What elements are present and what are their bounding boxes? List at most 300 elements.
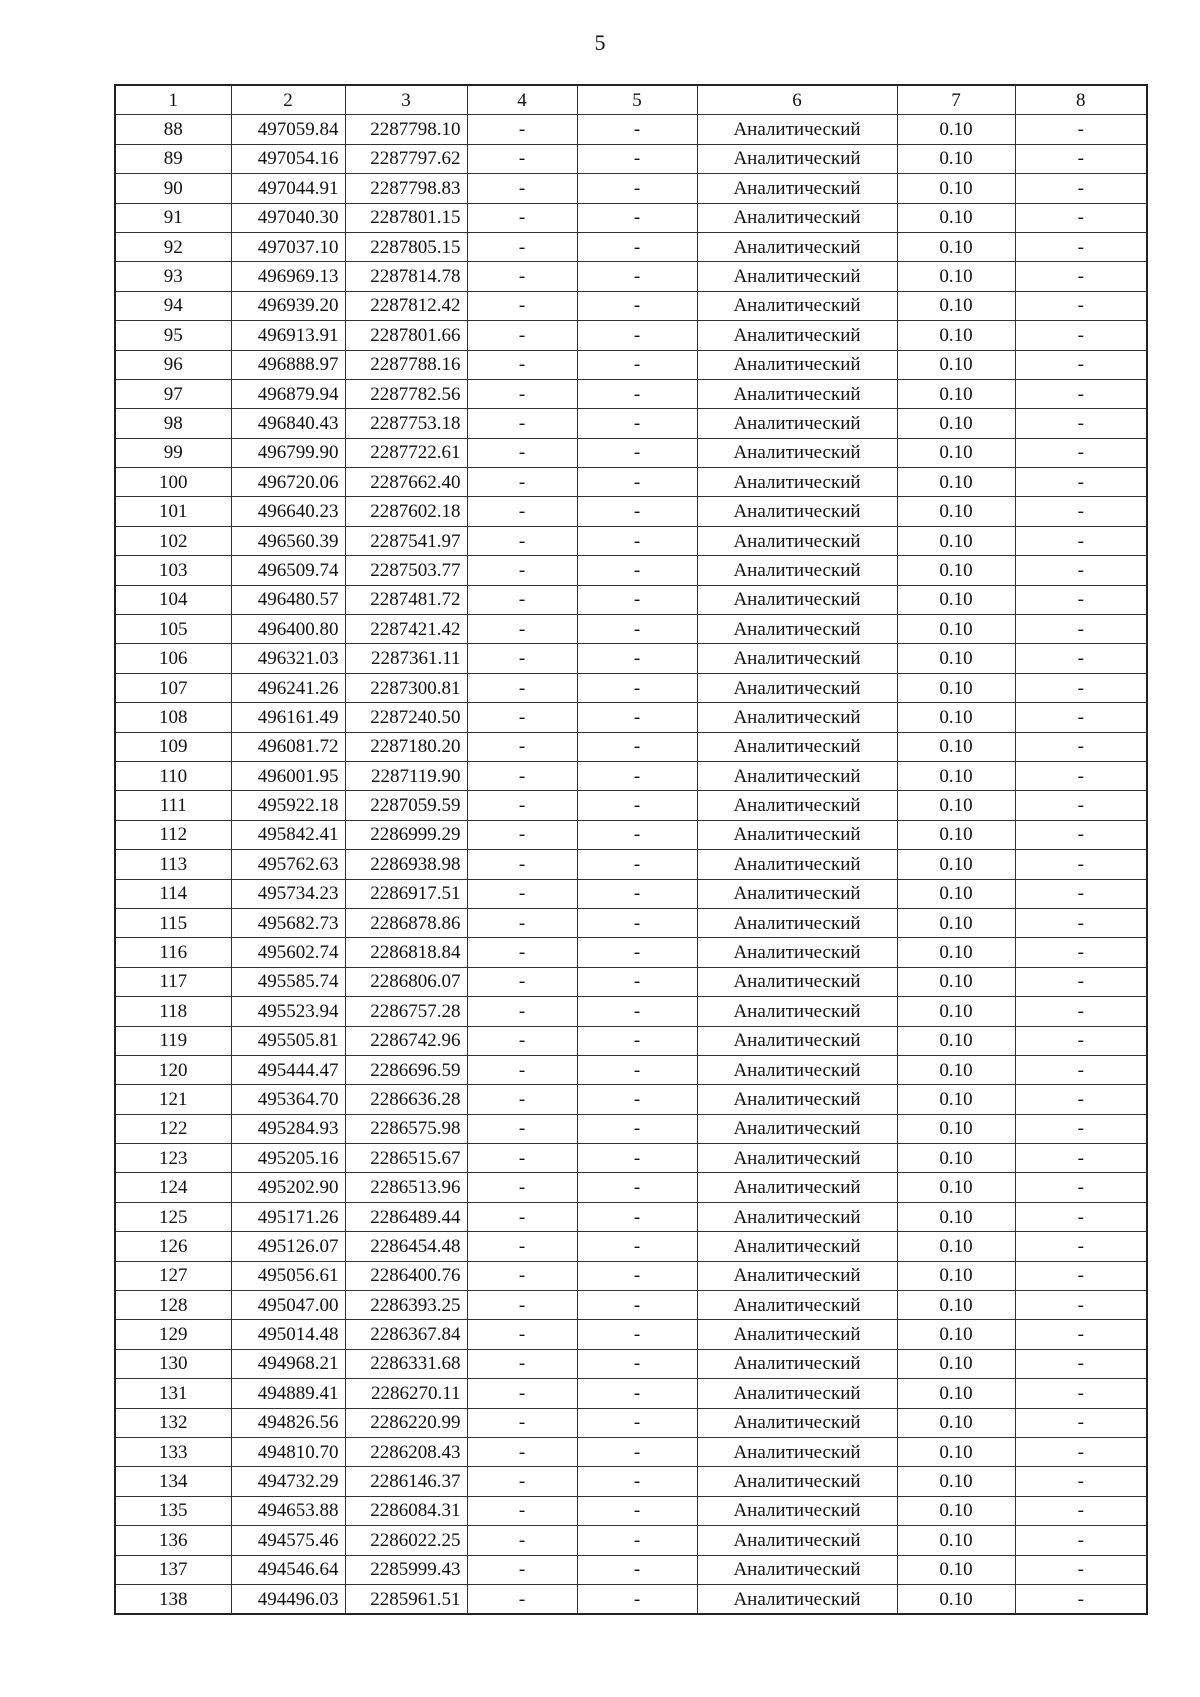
cell-col-8: - <box>1015 820 1147 849</box>
cell-col-4: - <box>467 321 577 350</box>
cell-point-number: 136 <box>115 1526 231 1555</box>
cell-coord-y: 2287814.78 <box>345 262 467 291</box>
cell-col-8: - <box>1015 879 1147 908</box>
cell-method: Аналитический <box>697 1320 897 1349</box>
cell-accuracy: 0.10 <box>897 1437 1015 1466</box>
table-row <box>115 262 1147 291</box>
cell-coord-x: 497037.10 <box>231 232 345 261</box>
cell-coord-x: 494826.56 <box>231 1408 345 1437</box>
cell-col-5: - <box>577 1320 697 1349</box>
cell-col-5: - <box>577 1173 697 1202</box>
cell-coord-y: 2287541.97 <box>345 526 467 555</box>
cell-point-number: 122 <box>115 1114 231 1143</box>
cell-col-8: - <box>1015 1320 1147 1349</box>
cell-accuracy: 0.10 <box>897 938 1015 967</box>
cell-accuracy: 0.10 <box>897 144 1015 173</box>
cell-col-5: - <box>577 1437 697 1466</box>
cell-point-number: 107 <box>115 673 231 702</box>
cell-method: Аналитический <box>697 1085 897 1114</box>
table-row <box>115 174 1147 203</box>
cell-col-8: - <box>1015 1584 1147 1614</box>
cell-col-5: - <box>577 1085 697 1114</box>
cell-col-8: - <box>1015 409 1147 438</box>
cell-method: Аналитический <box>697 879 897 908</box>
page-number: 5 <box>594 30 606 55</box>
cell-coord-x: 494732.29 <box>231 1467 345 1496</box>
column-header-1: 1 <box>115 85 231 115</box>
table-row <box>115 732 1147 761</box>
cell-accuracy: 0.10 <box>897 850 1015 879</box>
cell-col-4: - <box>467 967 577 996</box>
cell-col-5: - <box>577 115 697 144</box>
cell-point-number: 129 <box>115 1320 231 1349</box>
cell-col-8: - <box>1015 997 1147 1026</box>
cell-col-8: - <box>1015 673 1147 702</box>
cell-coord-y: 2287753.18 <box>345 409 467 438</box>
cell-col-4: - <box>467 203 577 232</box>
cell-col-4: - <box>467 644 577 673</box>
cell-col-4: - <box>467 144 577 173</box>
table-row <box>115 908 1147 937</box>
cell-method: Аналитический <box>697 615 897 644</box>
cell-method: Аналитический <box>697 1261 897 1290</box>
cell-coord-y: 2286270.11 <box>345 1379 467 1408</box>
cell-method: Аналитический <box>697 1496 897 1525</box>
cell-method: Аналитический <box>697 321 897 350</box>
cell-col-5: - <box>577 174 697 203</box>
table-row <box>115 1349 1147 1378</box>
cell-method: Аналитический <box>697 1408 897 1437</box>
cell-col-4: - <box>467 1055 577 1084</box>
cell-method: Аналитический <box>697 1173 897 1202</box>
cell-col-4: - <box>467 850 577 879</box>
cell-method: Аналитический <box>697 791 897 820</box>
table-row <box>115 144 1147 173</box>
cell-point-number: 97 <box>115 379 231 408</box>
table-row <box>115 1055 1147 1084</box>
cell-coord-x: 496480.57 <box>231 585 345 614</box>
cell-coord-x: 495842.41 <box>231 820 345 849</box>
cell-col-4: - <box>467 409 577 438</box>
cell-point-number: 100 <box>115 468 231 497</box>
cell-col-5: - <box>577 615 697 644</box>
cell-col-4: - <box>467 1408 577 1437</box>
cell-accuracy: 0.10 <box>897 203 1015 232</box>
cell-coord-y: 2286806.07 <box>345 967 467 996</box>
cell-col-4: - <box>467 350 577 379</box>
cell-col-8: - <box>1015 1261 1147 1290</box>
cell-method: Аналитический <box>697 350 897 379</box>
cell-point-number: 121 <box>115 1085 231 1114</box>
cell-coord-y: 2286220.99 <box>345 1408 467 1437</box>
cell-col-4: - <box>467 115 577 144</box>
cell-coord-y: 2286146.37 <box>345 1467 467 1496</box>
cell-coord-y: 2287481.72 <box>345 585 467 614</box>
cell-accuracy: 0.10 <box>897 820 1015 849</box>
table-row <box>115 115 1147 144</box>
cell-col-8: - <box>1015 1467 1147 1496</box>
cell-col-4: - <box>467 232 577 261</box>
table-row <box>115 232 1147 261</box>
cell-coord-x: 495734.23 <box>231 879 345 908</box>
cell-accuracy: 0.10 <box>897 468 1015 497</box>
cell-col-5: - <box>577 732 697 761</box>
cell-col-4: - <box>467 468 577 497</box>
cell-method: Аналитический <box>697 850 897 879</box>
cell-col-8: - <box>1015 908 1147 937</box>
cell-accuracy: 0.10 <box>897 615 1015 644</box>
cell-point-number: 101 <box>115 497 231 526</box>
cell-col-5: - <box>577 526 697 555</box>
cell-method: Аналитический <box>697 1349 897 1378</box>
table-row <box>115 997 1147 1026</box>
cell-col-5: - <box>577 379 697 408</box>
table-row <box>115 1085 1147 1114</box>
table-row <box>115 615 1147 644</box>
cell-col-4: - <box>467 556 577 585</box>
cell-point-number: 110 <box>115 761 231 790</box>
table-row <box>115 644 1147 673</box>
cell-method: Аналитический <box>697 1526 897 1555</box>
cell-accuracy: 0.10 <box>897 1467 1015 1496</box>
cell-coord-x: 495047.00 <box>231 1291 345 1320</box>
cell-col-5: - <box>577 1202 697 1231</box>
cell-accuracy: 0.10 <box>897 526 1015 555</box>
cell-col-5: - <box>577 908 697 937</box>
cell-coord-x: 496913.91 <box>231 321 345 350</box>
cell-col-4: - <box>467 908 577 937</box>
cell-accuracy: 0.10 <box>897 761 1015 790</box>
cell-coord-x: 496509.74 <box>231 556 345 585</box>
cell-accuracy: 0.10 <box>897 174 1015 203</box>
cell-coord-x: 495505.81 <box>231 1026 345 1055</box>
table-row <box>115 1026 1147 1055</box>
cell-coord-x: 495364.70 <box>231 1085 345 1114</box>
cell-coord-y: 2286489.44 <box>345 1202 467 1231</box>
table-body <box>115 115 1147 1614</box>
cell-col-5: - <box>577 144 697 173</box>
cell-method: Аналитический <box>697 585 897 614</box>
cell-coord-x: 494889.41 <box>231 1379 345 1408</box>
cell-accuracy: 0.10 <box>897 232 1015 261</box>
cell-col-8: - <box>1015 291 1147 320</box>
cell-coord-y: 2287421.42 <box>345 615 467 644</box>
cell-accuracy: 0.10 <box>897 438 1015 467</box>
cell-coord-x: 494968.21 <box>231 1349 345 1378</box>
cell-method: Аналитический <box>697 673 897 702</box>
cell-method: Аналитический <box>697 379 897 408</box>
cell-accuracy: 0.10 <box>897 1555 1015 1584</box>
cell-accuracy: 0.10 <box>897 262 1015 291</box>
cell-accuracy: 0.10 <box>897 1584 1015 1614</box>
cell-col-8: - <box>1015 703 1147 732</box>
cell-coord-y: 2286575.98 <box>345 1114 467 1143</box>
cell-col-5: - <box>577 1114 697 1143</box>
cell-method: Аналитический <box>697 1055 897 1084</box>
cell-point-number: 115 <box>115 908 231 937</box>
cell-point-number: 108 <box>115 703 231 732</box>
cell-coord-x: 495202.90 <box>231 1173 345 1202</box>
cell-col-5: - <box>577 1526 697 1555</box>
cell-coord-y: 2286818.84 <box>345 938 467 967</box>
cell-method: Аналитический <box>697 262 897 291</box>
cell-point-number: 105 <box>115 615 231 644</box>
cell-col-4: - <box>467 791 577 820</box>
cell-accuracy: 0.10 <box>897 1232 1015 1261</box>
cell-coord-x: 496321.03 <box>231 644 345 673</box>
table-row <box>115 703 1147 732</box>
cell-accuracy: 0.10 <box>897 497 1015 526</box>
cell-point-number: 102 <box>115 526 231 555</box>
table-row <box>115 761 1147 790</box>
cell-col-8: - <box>1015 232 1147 261</box>
cell-col-8: - <box>1015 1555 1147 1584</box>
cell-accuracy: 0.10 <box>897 1173 1015 1202</box>
cell-coord-x: 496640.23 <box>231 497 345 526</box>
cell-point-number: 138 <box>115 1584 231 1614</box>
cell-method: Аналитический <box>697 703 897 732</box>
table-row <box>115 497 1147 526</box>
column-header-5: 5 <box>577 85 697 115</box>
header-row <box>115 85 1147 115</box>
cell-point-number: 125 <box>115 1202 231 1231</box>
cell-col-5: - <box>577 291 697 320</box>
cell-col-5: - <box>577 556 697 585</box>
cell-col-8: - <box>1015 379 1147 408</box>
cell-accuracy: 0.10 <box>897 1408 1015 1437</box>
cell-col-5: - <box>577 820 697 849</box>
cell-col-4: - <box>467 997 577 1026</box>
cell-col-5: - <box>577 673 697 702</box>
cell-coord-x: 496969.13 <box>231 262 345 291</box>
cell-coord-y: 2287503.77 <box>345 556 467 585</box>
cell-coord-y: 2286938.98 <box>345 850 467 879</box>
cell-col-5: - <box>577 203 697 232</box>
cell-accuracy: 0.10 <box>897 1026 1015 1055</box>
table-row <box>115 1467 1147 1496</box>
cell-col-8: - <box>1015 438 1147 467</box>
cell-method: Аналитический <box>697 438 897 467</box>
cell-col-5: - <box>577 1555 697 1584</box>
cell-point-number: 120 <box>115 1055 231 1084</box>
table-row <box>115 938 1147 967</box>
cell-accuracy: 0.10 <box>897 1526 1015 1555</box>
cell-accuracy: 0.10 <box>897 791 1015 820</box>
cell-coord-x: 496161.49 <box>231 703 345 732</box>
cell-col-4: - <box>467 820 577 849</box>
cell-coord-x: 494810.70 <box>231 1437 345 1466</box>
cell-col-8: - <box>1015 1202 1147 1231</box>
cell-coord-x: 494496.03 <box>231 1584 345 1614</box>
cell-col-5: - <box>577 1584 697 1614</box>
cell-coord-x: 495014.48 <box>231 1320 345 1349</box>
cell-col-5: - <box>577 497 697 526</box>
cell-method: Аналитический <box>697 1437 897 1466</box>
cell-point-number: 92 <box>115 232 231 261</box>
cell-accuracy: 0.10 <box>897 321 1015 350</box>
cell-coord-y: 2286999.29 <box>345 820 467 849</box>
cell-coord-x: 497044.91 <box>231 174 345 203</box>
cell-col-8: - <box>1015 967 1147 996</box>
table-row <box>115 879 1147 908</box>
cell-coord-y: 2287119.90 <box>345 761 467 790</box>
cell-point-number: 118 <box>115 997 231 1026</box>
cell-coord-x: 495585.74 <box>231 967 345 996</box>
cell-col-8: - <box>1015 1379 1147 1408</box>
cell-col-8: - <box>1015 1437 1147 1466</box>
cell-col-4: - <box>467 1437 577 1466</box>
cell-col-5: - <box>577 791 697 820</box>
cell-col-8: - <box>1015 791 1147 820</box>
cell-col-8: - <box>1015 497 1147 526</box>
cell-accuracy: 0.10 <box>897 1261 1015 1290</box>
cell-col-4: - <box>467 732 577 761</box>
cell-accuracy: 0.10 <box>897 115 1015 144</box>
cell-col-4: - <box>467 615 577 644</box>
cell-method: Аналитический <box>697 1144 897 1173</box>
cell-point-number: 117 <box>115 967 231 996</box>
cell-coord-y: 2286208.43 <box>345 1437 467 1466</box>
cell-method: Аналитический <box>697 497 897 526</box>
cell-accuracy: 0.10 <box>897 1291 1015 1320</box>
cell-coord-x: 496840.43 <box>231 409 345 438</box>
cell-method: Аналитический <box>697 820 897 849</box>
cell-coord-x: 495602.74 <box>231 938 345 967</box>
cell-col-4: - <box>467 1261 577 1290</box>
cell-coord-x: 494575.46 <box>231 1526 345 1555</box>
cell-coord-x: 495126.07 <box>231 1232 345 1261</box>
cell-point-number: 119 <box>115 1026 231 1055</box>
cell-col-4: - <box>467 938 577 967</box>
cell-coord-y: 2286022.25 <box>345 1526 467 1555</box>
table-row <box>115 526 1147 555</box>
cell-method: Аналитический <box>697 1555 897 1584</box>
cell-col-8: - <box>1015 115 1147 144</box>
cell-col-8: - <box>1015 1349 1147 1378</box>
cell-coord-y: 2287059.59 <box>345 791 467 820</box>
cell-col-8: - <box>1015 850 1147 879</box>
cell-accuracy: 0.10 <box>897 556 1015 585</box>
cell-col-4: - <box>467 1320 577 1349</box>
table-row <box>115 1232 1147 1261</box>
cell-col-4: - <box>467 1026 577 1055</box>
cell-method: Аналитический <box>697 174 897 203</box>
cell-accuracy: 0.10 <box>897 409 1015 438</box>
cell-coord-y: 2286367.84 <box>345 1320 467 1349</box>
cell-col-8: - <box>1015 1408 1147 1437</box>
cell-col-5: - <box>577 1408 697 1437</box>
cell-coord-x: 495171.26 <box>231 1202 345 1231</box>
cell-col-5: - <box>577 879 697 908</box>
cell-col-8: - <box>1015 526 1147 555</box>
column-header-6: 6 <box>697 85 897 115</box>
table-row <box>115 1144 1147 1173</box>
cell-col-8: - <box>1015 262 1147 291</box>
cell-col-8: - <box>1015 1526 1147 1555</box>
cell-col-8: - <box>1015 585 1147 614</box>
cell-method: Аналитический <box>697 203 897 232</box>
coordinates-table <box>114 84 1148 1615</box>
cell-coord-y: 2287798.10 <box>345 115 467 144</box>
cell-col-8: - <box>1015 350 1147 379</box>
cell-method: Аналитический <box>697 1026 897 1055</box>
table-row <box>115 967 1147 996</box>
cell-col-5: - <box>577 468 697 497</box>
cell-coord-x: 496081.72 <box>231 732 345 761</box>
column-header-2: 2 <box>231 85 345 115</box>
cell-coord-y: 2286515.67 <box>345 1144 467 1173</box>
table-row <box>115 1320 1147 1349</box>
cell-accuracy: 0.10 <box>897 1085 1015 1114</box>
cell-coord-x: 497054.16 <box>231 144 345 173</box>
cell-col-5: - <box>577 409 697 438</box>
cell-coord-y: 2286454.48 <box>345 1232 467 1261</box>
table-row <box>115 291 1147 320</box>
cell-point-number: 127 <box>115 1261 231 1290</box>
table-row <box>115 1379 1147 1408</box>
cell-point-number: 116 <box>115 938 231 967</box>
cell-col-5: - <box>577 438 697 467</box>
cell-coord-x: 495444.47 <box>231 1055 345 1084</box>
cell-col-5: - <box>577 232 697 261</box>
cell-col-4: - <box>467 1232 577 1261</box>
cell-col-4: - <box>467 174 577 203</box>
cell-method: Аналитический <box>697 644 897 673</box>
cell-accuracy: 0.10 <box>897 673 1015 702</box>
cell-coord-y: 2287812.42 <box>345 291 467 320</box>
cell-col-5: - <box>577 761 697 790</box>
cell-col-8: - <box>1015 761 1147 790</box>
cell-col-8: - <box>1015 1144 1147 1173</box>
column-header-4: 4 <box>467 85 577 115</box>
cell-accuracy: 0.10 <box>897 1349 1015 1378</box>
table-row <box>115 350 1147 379</box>
cell-coord-x: 496888.97 <box>231 350 345 379</box>
cell-col-5: - <box>577 850 697 879</box>
cell-method: Аналитический <box>697 967 897 996</box>
cell-point-number: 126 <box>115 1232 231 1261</box>
cell-col-5: - <box>577 1349 697 1378</box>
table-row <box>115 1496 1147 1525</box>
cell-col-8: - <box>1015 732 1147 761</box>
cell-col-4: - <box>467 438 577 467</box>
cell-coord-x: 495682.73 <box>231 908 345 937</box>
cell-method: Аналитический <box>697 1291 897 1320</box>
cell-coord-y: 2286696.59 <box>345 1055 467 1084</box>
cell-accuracy: 0.10 <box>897 644 1015 673</box>
cell-coord-x: 495922.18 <box>231 791 345 820</box>
table-header <box>115 85 1147 115</box>
cell-coord-y: 2287361.11 <box>345 644 467 673</box>
cell-method: Аналитический <box>697 409 897 438</box>
cell-point-number: 98 <box>115 409 231 438</box>
cell-method: Аналитический <box>697 144 897 173</box>
cell-col-4: - <box>467 291 577 320</box>
cell-col-4: - <box>467 1584 577 1614</box>
cell-point-number: 99 <box>115 438 231 467</box>
cell-col-5: - <box>577 1496 697 1525</box>
cell-col-8: - <box>1015 615 1147 644</box>
cell-col-4: - <box>467 1496 577 1525</box>
cell-col-5: - <box>577 703 697 732</box>
table-row <box>115 1202 1147 1231</box>
cell-method: Аналитический <box>697 232 897 261</box>
cell-accuracy: 0.10 <box>897 908 1015 937</box>
cell-point-number: 109 <box>115 732 231 761</box>
cell-col-8: - <box>1015 1026 1147 1055</box>
cell-col-5: - <box>577 967 697 996</box>
cell-point-number: 111 <box>115 791 231 820</box>
